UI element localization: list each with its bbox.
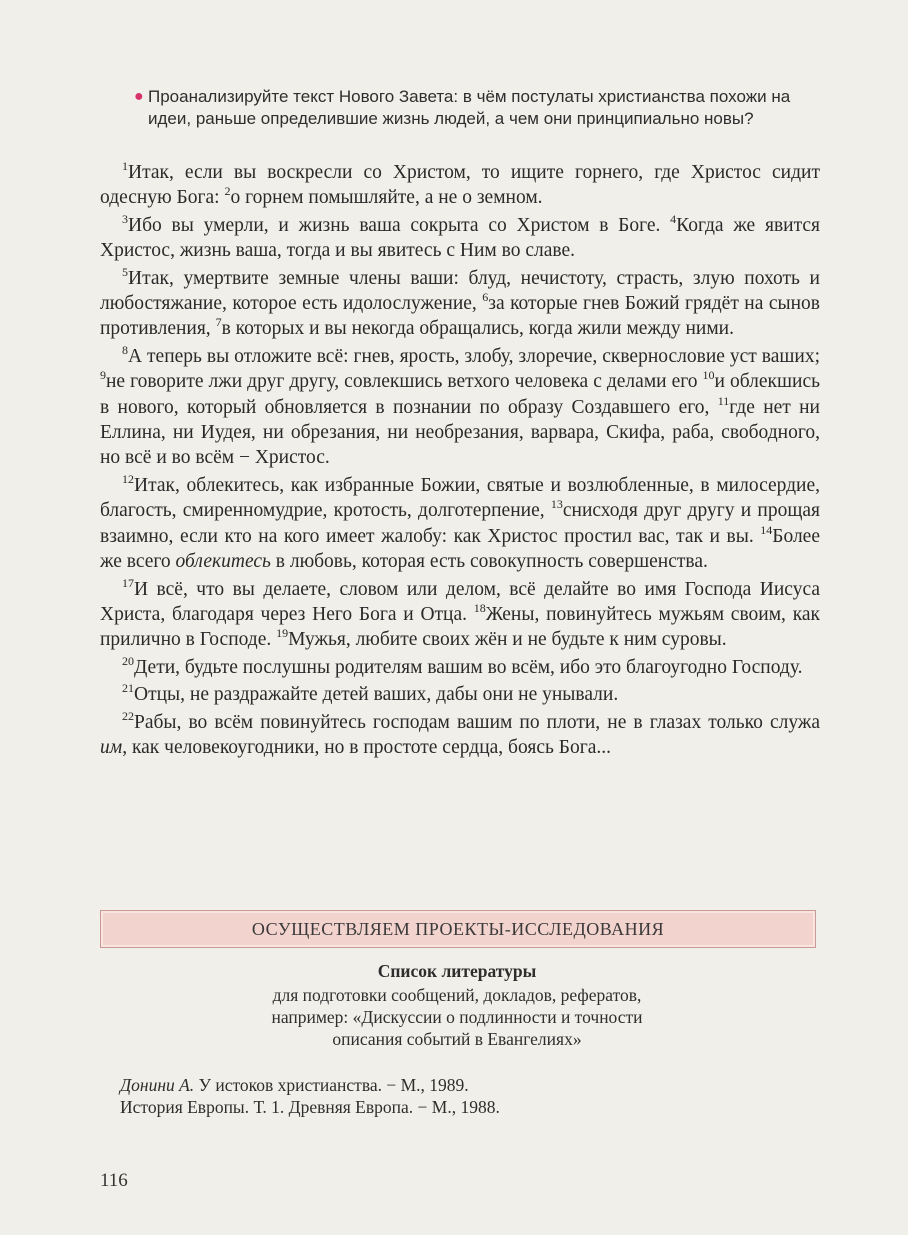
reference-author: Донини А.	[120, 1075, 195, 1095]
reference-list	[120, 1074, 820, 1118]
verse-number: 3	[122, 211, 128, 226]
page-number: 116	[100, 1170, 128, 1191]
verse-number: 17	[122, 575, 134, 590]
scripture-text	[100, 160, 820, 760]
reading-list-header	[100, 960, 814, 1050]
section-banner	[100, 910, 816, 948]
verse-number: 12	[122, 471, 134, 486]
bullet-icon: ●	[134, 88, 144, 105]
verse-number: 6	[482, 290, 489, 305]
verse-text: Более же всего	[100, 525, 820, 573]
reading-list-line: для подготовки сообщений, докладов, рефератов,	[272, 985, 642, 1005]
verse-number: 19	[276, 626, 289, 641]
scripture-paragraph	[100, 655, 820, 680]
verse-number: 18	[473, 600, 486, 615]
scripture-paragraph	[100, 213, 820, 264]
verse-number: 13	[550, 497, 563, 512]
verse-number: 5	[122, 264, 128, 279]
verse-text: Жены, повинуйтесь мужьям своим, как прилично в Господе.	[100, 603, 821, 651]
scripture-paragraph	[100, 160, 820, 211]
verse-number: 14	[760, 522, 773, 537]
task-text: Проанализируйте текст Нового Завета: в чём постулаты христианства похожи на идеи, раньше определившие жизнь людей, а чем они принципиально новы?	[148, 87, 791, 128]
verse-number: 20	[122, 653, 134, 668]
verse-text: И всё, что вы делаете, словом или делом, всё делайте во имя Господа Иисуса Христа, благодаря через Него Бога и Отца.	[100, 578, 820, 625]
verse-text: за которые гнев Божий грядёт на сынов противления,	[100, 293, 821, 340]
verse-number: 4	[670, 211, 677, 226]
reference-item	[120, 1074, 820, 1096]
verse-text: в любовь, которая есть совокупность совершенства.	[270, 551, 708, 573]
task-question	[134, 86, 828, 130]
verse-number: 22	[122, 708, 134, 723]
verse-text: в которых и вы некогда обращались, когда жили между ними.	[221, 318, 734, 340]
reference-title: История Европы. Т. 1. Древняя Европа. − М., 1988.	[120, 1097, 500, 1117]
verse-text: о горнем помышляйте, а не о земном.	[230, 187, 543, 209]
verse-text: не говорите лжи друг другу, совлекшись ветхого человека с делами его	[106, 371, 703, 393]
scripture-paragraph	[100, 682, 820, 707]
verse-text: Отцы, не раздражайте детей ваших, дабы они не унывали.	[134, 684, 619, 706]
reference-item	[120, 1096, 820, 1118]
verse-text: Итак, если вы воскресли со Христом, то ищите горнего, где Христос сидит одесную Бога:	[100, 162, 820, 209]
verse-text: Итак, умертвите земные члены ваши: блуд, нечистоту, страсть, злую похоть и любостяжание, которое есть идолослужение,	[100, 267, 820, 315]
reading-list-line: например: «Дискуссии о подлинности и точности	[271, 1007, 643, 1027]
scripture-paragraph	[100, 266, 820, 342]
verse-text: снисходя друг другу и прощая взаимно, если кто на кого имеет жалобу: как Христос простил вас, так и вы.	[100, 500, 820, 547]
reading-list-title: Список литературы	[377, 961, 537, 981]
verse-number: 11	[717, 393, 730, 408]
verse-number: 8	[122, 342, 128, 357]
italic-text: им	[100, 736, 123, 758]
verse-text: Мужья, любите своих жён и не будьте к ним суровы.	[288, 629, 727, 651]
verse-number: 1	[122, 159, 128, 173]
verse-text: Когда же явится Христос, жизнь ваша, тогда и вы явитесь с Ним во славе.	[100, 214, 820, 262]
scripture-paragraph	[100, 710, 820, 761]
italic-text: облекитесь	[175, 551, 271, 573]
verse-text: и облекшись в нового, который обновляется в познании по образу Создавшего его,	[100, 371, 820, 418]
verse-text: , как человекоугодники, но в простоте сердца, боясь Бога...	[122, 736, 611, 758]
reference-title: У истоков христианства. − М., 1989.	[194, 1075, 469, 1095]
verse-text: Ибо вы умерли, и жизнь ваша сокрыта со Христом в Боге.	[128, 214, 671, 236]
verse-text: где нет ни Еллина, ни Иудея, ни обрезания, ни необрезания, варвара, Скифа, раба, свободного, но всё и во всём − Христос.	[100, 396, 820, 469]
verse-number: 2	[224, 184, 231, 199]
verse-number: 9	[100, 368, 106, 383]
scripture-paragraph	[100, 344, 820, 471]
section-banner-label: ОСУЩЕСТВЛЯЕМ ПРОЕКТЫ-ИССЛЕДОВАНИЯ	[251, 918, 665, 939]
verse-text: Дети, будьте послушны родителям вашим во всём, ибо это благоугодно Господу.	[134, 656, 803, 678]
verse-text: Рабы, во всём повинуйтесь господам вашим по плоти, не в глазах только служа	[134, 711, 820, 733]
verse-number: 10	[702, 368, 715, 383]
reading-list-line: описания событий в Евангелиях»	[332, 1029, 582, 1049]
verse-text: А теперь вы отложите всё: гнев, ярость, злобу, злоречие, сквернословие уст ваших;	[128, 345, 820, 367]
verse-number: 7	[215, 315, 222, 330]
scripture-paragraph	[100, 577, 820, 653]
verse-number: 21	[122, 681, 134, 696]
scripture-paragraph	[100, 473, 820, 575]
verse-text: Итак, облекитесь, как избранные Божии, святые и возлюбленные, в милосердие, благость, смиренномудрие, кротость, долготерпение,	[100, 474, 820, 522]
